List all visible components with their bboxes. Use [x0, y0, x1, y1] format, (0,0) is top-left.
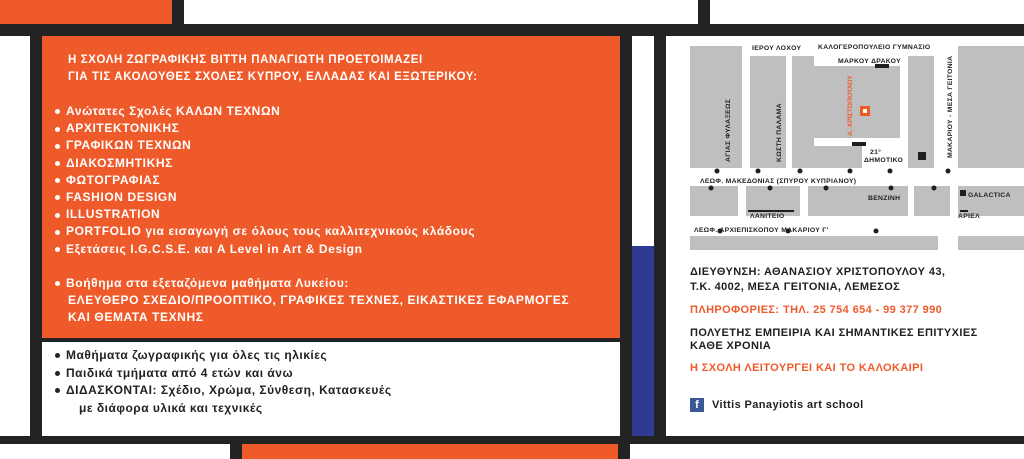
list-item: PORTFOLIO για εισαγωγή σε όλους τους καλλιτεχνικούς κλάδους [55, 223, 475, 240]
list-item: με διάφορα υλικά και τεχνικές [79, 400, 263, 415]
top-horizontal-bar [0, 24, 1024, 36]
map-marker [918, 152, 926, 160]
map-label: ΜΑΚΑΡΙΟΥ - ΜΕΣΑ ΓΕΙΤΟΝΙΑ [947, 55, 954, 158]
lyceum-line-1: Βοήθημα στα εξεταζόμενα μαθήματα Λυκείου: [55, 275, 569, 292]
map-block [814, 66, 900, 138]
map-label: 21° [870, 149, 882, 156]
map-label: ΒΕΝΖΙΝΗ [868, 195, 901, 202]
summer-notice: Η ΣΧΟΛΗ ΛΕΙΤΟΥΡΓΕΙ ΚΑΙ ΤΟ ΚΑΛΟΚΑΙΡΙ [690, 362, 924, 374]
map-label: Α. ΧΡΙΣΤΟΠΟΥΛΟΥ [847, 75, 854, 136]
list-item: Εξετάσεις I.G.C.S.E. και A Level in Art & Design [55, 241, 475, 258]
bottom-divider-1 [230, 436, 242, 459]
map-label: ΜΑΡΚΟΥ ΔΡΑΚΟΥ [838, 58, 901, 65]
address-line-2: Τ.Κ. 4002, ΜΕΣΑ ΓΕΙΤΟΝΙΑ, ΛΕΜΕΣΟΣ [690, 281, 901, 293]
experience-line-2: ΚΑΘΕ ΧΡΟΝΙΑ [690, 340, 772, 352]
map-marker [715, 169, 720, 174]
map-block [690, 236, 938, 250]
map-label: ΛΑΝΙΤΕΙΟ [750, 213, 785, 220]
map-block [958, 46, 1024, 168]
location-map [680, 38, 1024, 260]
phone-info: ΠΛΗΡΟΦΟΡΙΕΣ: ΤΗΛ. 25 754 654 - 99 377 990 [690, 304, 943, 316]
bottom-orange-block [242, 444, 618, 459]
list-item: Ανώτατες Σχολές ΚΑΛΩΝ ΤΕΧΝΩΝ [55, 103, 475, 120]
middle-divider [620, 24, 632, 444]
schools-list [55, 103, 475, 258]
dimotiko-marker [852, 142, 866, 146]
map-marker [756, 169, 761, 174]
map-marker [946, 169, 951, 174]
map-label: ΛΕΩΦ. ΑΡΧΙΕΠΙΣΚΟΠΟΥ ΜΑΚΑΡΙΟΥ Γ' [694, 227, 829, 234]
experience-line-1: ΠΟΛΥΕΤΗΣ ΕΜΠΕΙΡΙΑ ΚΑΙ ΣΗΜΑΝΤΙΚΕΣ ΕΠΙΤΥΧΙΕΣ [690, 327, 978, 339]
map-marker [932, 186, 937, 191]
map-block [690, 186, 738, 216]
bottom-divider-2 [618, 436, 630, 459]
lyceum-line-3: ΚΑΙ ΘΕΜΑΤΑ ΤΕΧΝΗΣ [68, 310, 204, 325]
map-label: GALACTICA [968, 192, 1011, 199]
list-item: Μαθήματα ζωγραφικής για όλες τις ηλικίες [55, 347, 392, 365]
facebook-page-link[interactable]: Vittis Panayiotis art school [712, 399, 864, 411]
intro-line-1: Η ΣΧΟΛΗ ΖΩΓΡΑΦΙΚΗΣ ΒΙΤΤΗ ΠΑΝΑΓΙΩΤΗ ΠΡΟΕΤΟΙΜΑΖΕΙ [68, 54, 423, 66]
map-block [958, 236, 1024, 250]
map-block [908, 56, 934, 168]
list-item: ΔΙΑΚΟΣΜΗΤΙΚΗΣ [55, 155, 475, 172]
map-block [690, 46, 742, 168]
blue-block [632, 246, 654, 436]
map-marker [768, 186, 773, 191]
list-item: ΦΩΤΟΓΡΑΦΙΑΣ [55, 172, 475, 189]
map-label: ΛΕΩΦ. ΜΑΚΕΔΟΝΙΑΣ (ΣΠΥΡΟΥ ΚΥΠΡΙΑΝΟΥ) [700, 178, 857, 185]
list-item: ΓΡΑΦΙΚΩΝ ΤΕΧΝΩΝ [55, 137, 475, 154]
list-item: ΔΙΔΑΣΚΟΝΤΑΙ: Σχέδιο, Χρώμα, Σύνθεση, Κατασκευές [55, 382, 392, 400]
map-block [914, 186, 950, 216]
map-label: ΙΕΡΟΥ ΛΟΧΟΥ [752, 45, 802, 52]
map-block [792, 56, 814, 168]
ariel-marker [960, 210, 968, 212]
map-marker [889, 186, 894, 191]
school-location-icon [860, 106, 870, 116]
list-item: ILLUSTRATION [55, 206, 475, 223]
intro-line-2: ΓΙΑ ΤΙΣ ΑΚΟΛΟΥΘΕΣ ΣΧΟΛΕΣ ΚΥΠΡΟΥ, ΕΛΛΑΔΑΣ ΚΑΙ ΕΞΩΤΕΡΙΚΟΥ: [68, 71, 478, 83]
bottom-horizontal-bar [0, 436, 1024, 444]
list-item: ΑΡΧΙΤΕΚΤΟΝΙΚΗΣ [55, 120, 475, 137]
intro-heading [68, 52, 478, 86]
lessons-list [55, 347, 392, 417]
map-label: ΑΓΙΑΣ ΦΥΛΑΞΕΩΣ [725, 98, 732, 162]
map-label: ΚΑΛΟΓΕΡΟΠΟΥΛΕΙΟ ΓΥΜΝΑΣΙΟ [818, 44, 931, 51]
lanitio-marker [748, 210, 794, 212]
address-line-1: ΔΙΕΥΘΥΝΣΗ: ΑΘΑΝΑΣΙΟΥ ΧΡΙΣΤΟΠΟΥΛΟΥ 43, [690, 266, 946, 278]
map-label: ΔΗΜΟΤΙΚΟ [864, 157, 904, 164]
map-marker [824, 186, 829, 191]
map-block [814, 146, 862, 168]
map-label: ΚΩΣΤΗ ΠΑΛΑΜΑ [776, 103, 783, 162]
lyceum-line-2: ΕΛΕΥΘΕΡΟ ΣΧΕΔΙΟ/ΠΡΟΟΠΤΙΚΟ, ΓΡΑΦΙΚΕΣ ΤΕΧΝΕΣ, ΕΙΚΑΣΤΙΚΕΣ ΕΦΑΡΜΟΓΕΣ [68, 293, 570, 308]
left-divider [30, 24, 42, 444]
top-left-orange-block [0, 0, 172, 24]
map-marker [874, 229, 879, 234]
galactica-marker [960, 190, 966, 196]
right-panel-divider [654, 24, 666, 444]
map-marker [888, 169, 893, 174]
list-item: Παιδικά τμήματα από 4 ετών και άνω [55, 365, 392, 383]
list-item: FASHION DESIGN [55, 189, 475, 206]
map-label: ΑΡΙΕΛ [958, 213, 980, 220]
facebook-icon: f [690, 398, 704, 412]
map-marker [709, 186, 714, 191]
lyceum-support [55, 275, 569, 327]
map-marker [798, 169, 803, 174]
map-marker [848, 169, 853, 174]
panel-separator [42, 338, 620, 342]
